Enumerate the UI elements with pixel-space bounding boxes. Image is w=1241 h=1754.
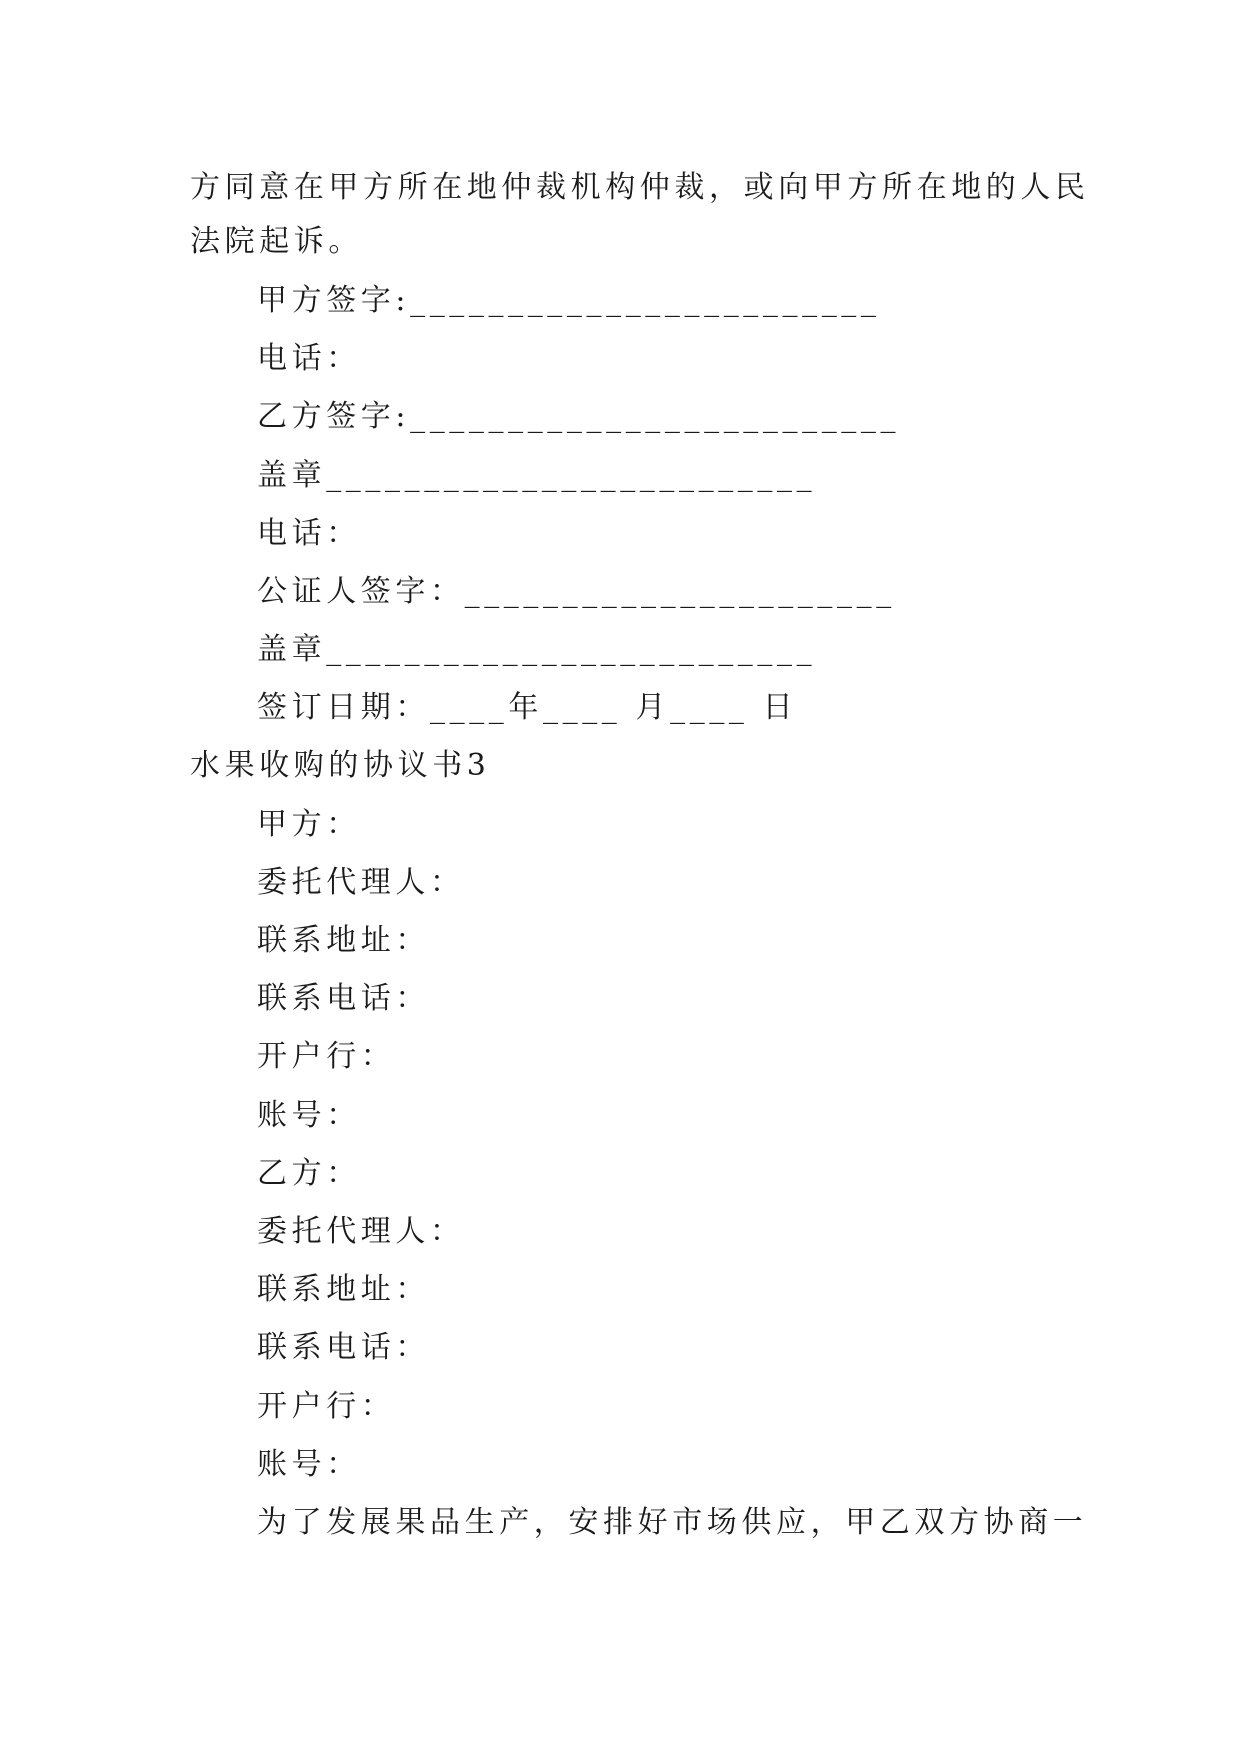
party-a-signature-line: 甲方签字:________________________: [257, 283, 881, 318]
bank-field: 开户行：: [257, 1039, 396, 1074]
account-field: 账号：: [257, 1447, 361, 1482]
notary-signature-line: 公证人签字：______________________: [257, 574, 896, 609]
paragraph-line: 为了发展果品生产，安排好市场供应，甲乙双方协商一: [257, 1505, 1088, 1540]
bank-field: 开户行：: [257, 1389, 396, 1424]
paragraph-line: 方同意在甲方所在地仲裁机构仲裁，或向甲方所在地的人民: [190, 170, 1090, 205]
paragraph-line: 法院起诉。: [190, 224, 363, 259]
phone-field: 联系电话：: [257, 981, 430, 1016]
sign-date-line: 签订日期：____年____ 月____ 日: [257, 690, 798, 725]
phone-line: 电话：: [257, 516, 361, 551]
account-field: 账号：: [257, 1098, 361, 1133]
party-a-label: 甲方：: [257, 807, 361, 842]
phone-field: 联系电话：: [257, 1330, 430, 1365]
agent-field: 委托代理人：: [257, 865, 465, 900]
phone-line: 电话：: [257, 341, 361, 376]
address-field: 联系地址：: [257, 1272, 430, 1307]
seal-line: 盖章_________________________: [257, 458, 817, 493]
party-b-label: 乙方：: [257, 1156, 361, 1191]
section-heading: 水果收购的协议书3: [190, 748, 491, 783]
address-field: 联系地址：: [257, 923, 430, 958]
seal-line: 盖章_________________________: [257, 632, 817, 667]
party-b-signature-line: 乙方签字:_________________________: [257, 399, 901, 434]
agent-field: 委托代理人：: [257, 1214, 465, 1249]
